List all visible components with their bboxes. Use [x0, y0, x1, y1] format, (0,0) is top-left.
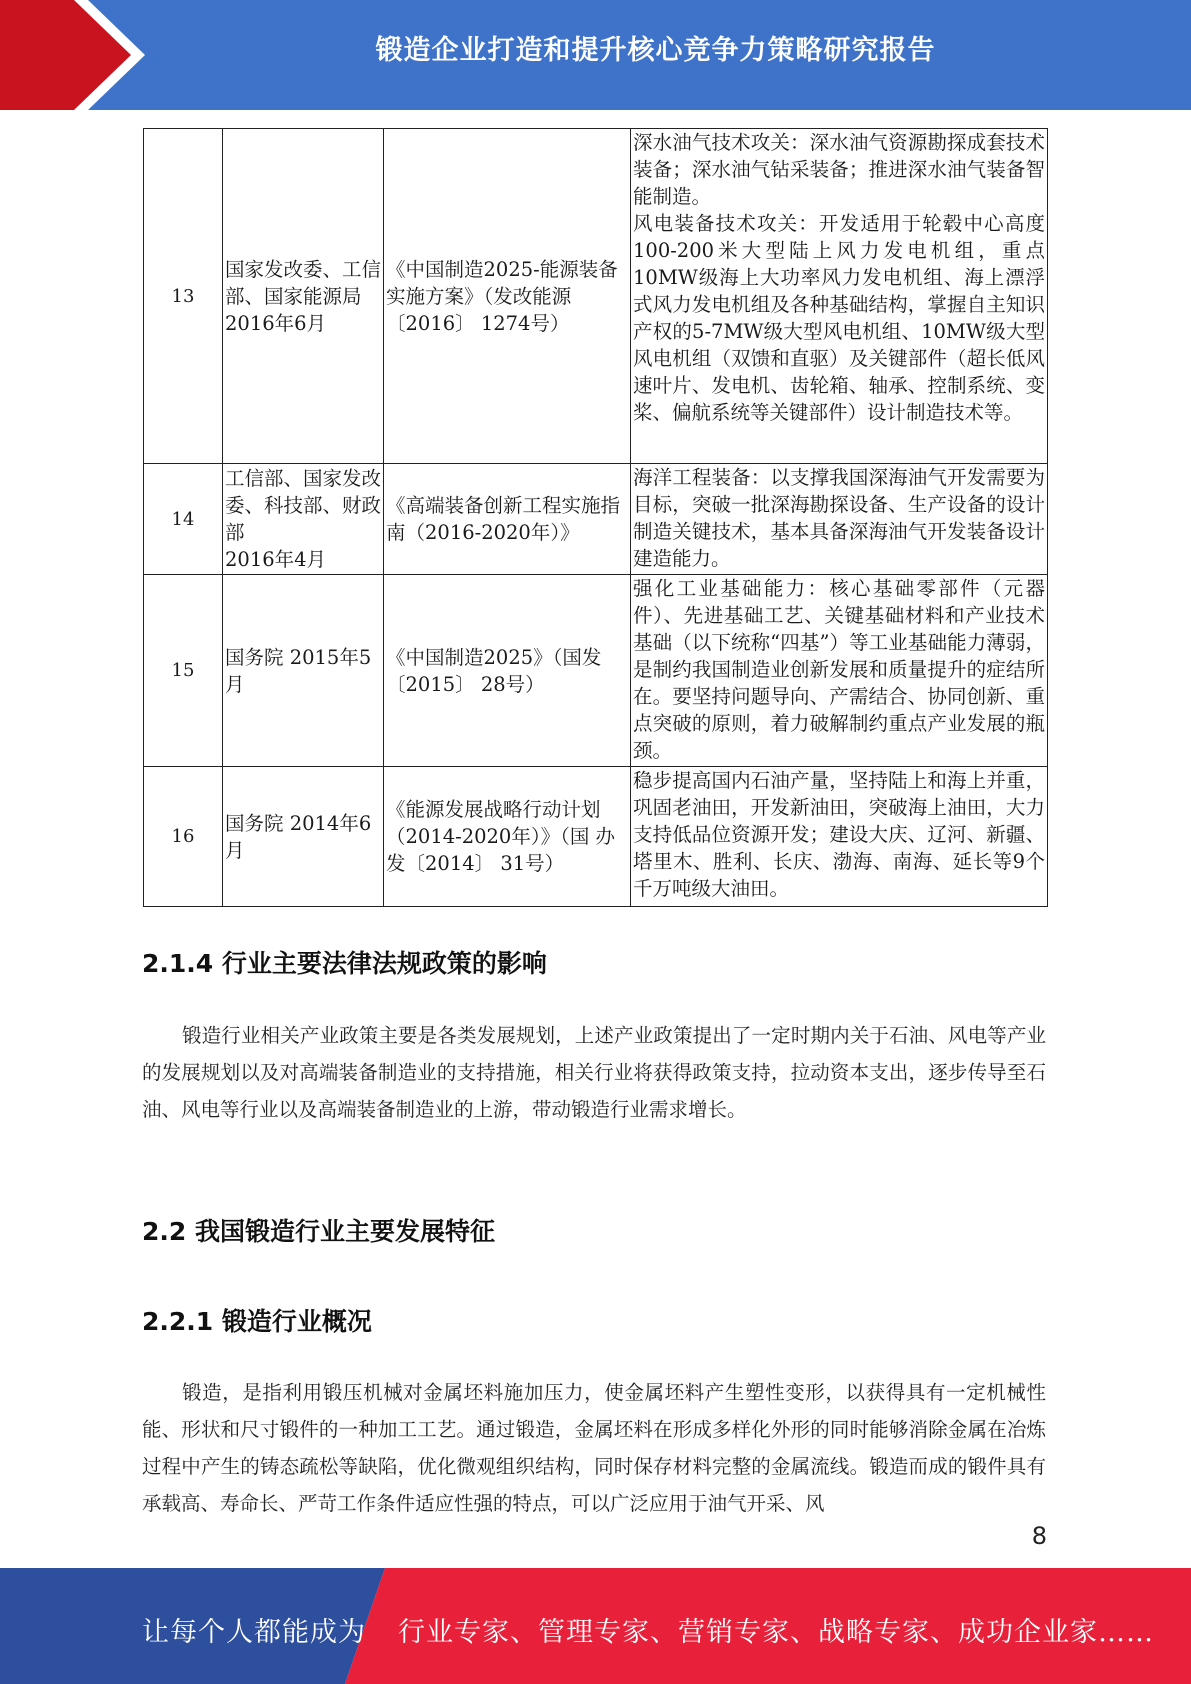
- section-heading-2-2: 2.2 我国锻造行业主要发展特征: [142, 1217, 495, 1246]
- policy-document: 《中国制造2025》（国发〔2015〕 28号）: [384, 575, 631, 767]
- policy-content: 海洋工程装备：以支撑我国深海油气开发需要为目标，突破一批深海勘探设备、生产设备的设计制造关键技术，基本具备深海油气开发装备设计建造能力。: [631, 464, 1048, 575]
- issuing-authority: 国家发改委、工信部、国家能源局 2016年6月: [223, 129, 384, 464]
- policy-content: 深水油气技术攻关：深水油气资源勘探成套技术装备；深水油气钻采装备；推进深水油气装备智能制造。 风电装备技术攻关：开发适用于轮毂中心高度100-200米大型陆上风力发电机组，重点10MW级海上大功率风力发电机组、海上漂浮式风力发电机组及各种基础结构，掌握自主知识产权的5-7MW级大型风电机组、10MW级大型风电机组（双馈和直驱）及关键部件（超长低风速叶片、发电机、齿轮箱、轴承、控制系统、变桨、偏航系统等关键部件）设计制造技术等。: [631, 129, 1048, 464]
- chevron-logo-icon: [0, 0, 160, 110]
- table-row: [144, 129, 1048, 464]
- policy-content: 稳步提高国内石油产量，坚持陆上和海上并重，巩固老油田，开发新油田，突破海上油田，大力支持低品位资源开发；建设大庆、辽河、新疆、塔里木、胜利、长庆、渤海、南海、延长等9个千万吨级大油田。: [631, 767, 1048, 907]
- policy-document: 《高端装备创新工程实施指南（2016-2020年）》: [384, 464, 631, 575]
- table-row: [144, 464, 1048, 575]
- row-number: 15: [144, 575, 223, 767]
- report-title: 锻造企业打造和提升核心竞争力策略研究报告: [375, 35, 936, 66]
- policy-document: 《中国制造2025-能源装备实施方案》（发改能源〔2016〕 1274号）: [384, 129, 631, 464]
- policy-content: 强化工业基础能力：核心基础零部件（元器件）、先进基础工艺、关键基础材料和产业技术基础（以下统称“四基”）等工业基础能力薄弱，是制约我国制造业创新发展和质量提升的症结所在。要坚持问题导向、产需结合、协同创新、重点突破的原则，着力破解制约重点产业发展的瓶颈。: [631, 575, 1048, 767]
- issuing-authority: 国务院 2015年5月: [223, 575, 384, 767]
- page-footer: [0, 1568, 1191, 1684]
- row-number: 14: [144, 464, 223, 575]
- footer-slogan-right: 行业专家、管理专家、营销专家、战略专家、成功企业家……: [398, 1617, 1154, 1648]
- policy-document: 《能源发展战略行动计划（2014-2020年）》（国 办发〔2014〕 31号）: [384, 767, 631, 907]
- section-heading-2-2-1: 2.2.1 锻造行业概况: [142, 1307, 372, 1336]
- section-heading-2-1-4: 2.1.4 行业主要法律法规政策的影响: [142, 949, 547, 978]
- table-row: [144, 767, 1048, 907]
- page-number: 8: [1031, 1522, 1047, 1550]
- section-paragraph: 锻造，是指利用锻压机械对金属坯料施加压力，使金属坯料产生塑性变形，以获得具有一定机械性能、形状和尺寸锻件的一种加工工艺。通过锻造，金属坯料在形成多样化外形的同时能够消除金属在冶炼过程中产生的铸态疏松等缺陷，优化微观组织结构，同时保存材料完整的金属流线。锻造而成的锻件具有承载高、寿命长、严苛工作条件适应性强的特点，可以广泛应用于油气开采、风: [142, 1381, 1046, 1515]
- section-paragraph: 锻造行业相关产业政策主要是各类发展规划，上述产业政策提出了一定时期内关于石油、风电等产业的发展规划以及对高端装备制造业的支持措施，相关行业将获得政策支持，拉动资本支出，逐步传导至石油、风电等行业以及高端装备制造业的上游，带动锻造行业需求增长。: [142, 1024, 1046, 1121]
- policy-table: [143, 128, 1048, 907]
- row-number: 16: [144, 767, 223, 907]
- issuing-authority: 国务院 2014年6月: [223, 767, 384, 907]
- issuing-authority: 工信部、国家发改委、科技部、财政部 2016年4月: [223, 464, 384, 575]
- table-row: [144, 575, 1048, 767]
- page-header: [0, 0, 1191, 110]
- footer-slogan-left: 让每个人都能成为: [142, 1617, 366, 1648]
- row-number: 13: [144, 129, 223, 464]
